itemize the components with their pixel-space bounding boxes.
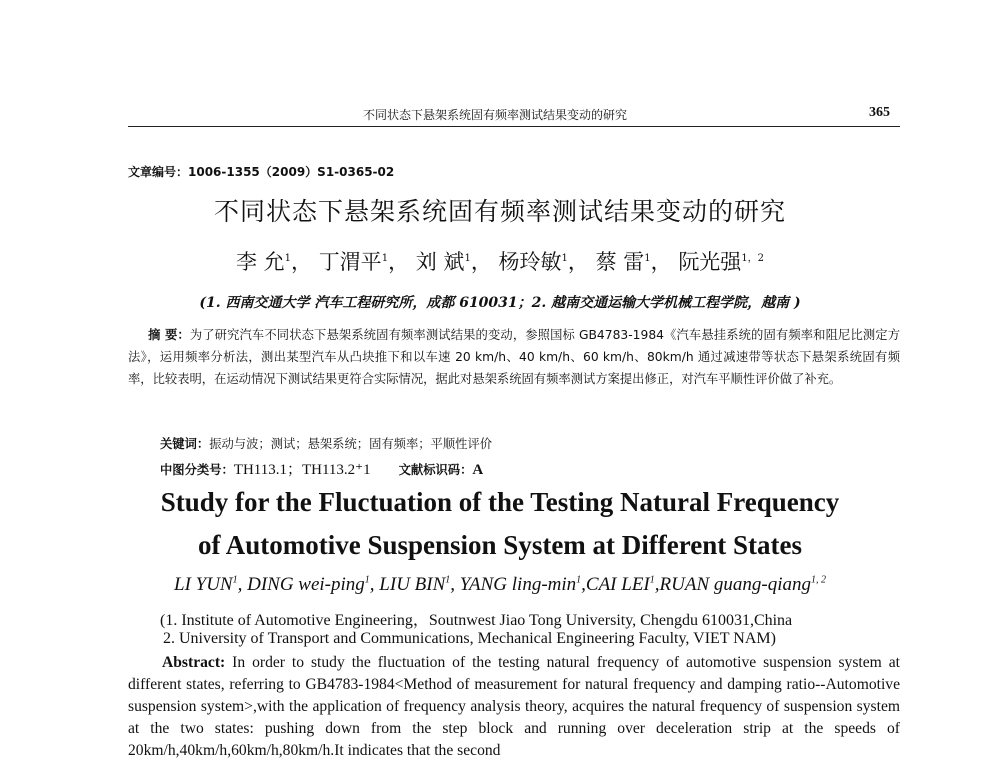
english-affiliation-line-2: 2. University of Transport and Communications, Mechanical Engineering Faculty, VIET NAM)	[163, 630, 776, 647]
chinese-abstract-text: 为了研究汽车不同状态下悬架系统固有频率测试结果的变动，参照国标 GB4783-1984《汽车悬挂系统的固有频率和阻尼比测定方法》，运用频率分析法，测出某型汽车从凸块推下和以车速 20 km/h、40 km/h、60 km/h、80km/h 通过减速带等状态下悬架系统固有频率，比较表明，在运动情况下测试结果更符合实际情况，据此对悬架系统固有频率测试方案提出修正，对汽车平顺性评价做了补充。	[128, 328, 901, 386]
doc-code-value: A	[472, 462, 484, 478]
chinese-authors	[0, 246, 1000, 276]
classification-line	[160, 458, 483, 479]
keywords-label: 关键词：	[160, 437, 210, 451]
page-number: 365	[869, 105, 890, 120]
english-abstract-text: In order to study the fluctuation of the testing natural frequency of automotive suspension system at different states, referring to GB4783-1984<Method of measurement for natural frequency and damping ratio--Automotive suspension system>,with the application of frequency analysis theory, acquires the natural frequency of suspension system at the two states: pushing down from the step block and running over deceleration strip at the speeds of 20km/h,40km/h,60km/h,80km/h.It indicates that the second	[128, 654, 900, 759]
running-title: 不同状态下悬架系统固有频率测试结果变动的研究	[363, 108, 628, 122]
chinese-abstract-label: 摘 要：	[148, 328, 190, 342]
en-author-2: DING wei-ping$^1$,	[247, 574, 380, 595]
author-2: 丁渭平$^1$，	[318, 250, 410, 274]
running-header	[128, 104, 900, 127]
keywords-text: 振动与波；测试；悬架系统；固有频率；平顺性评价	[209, 437, 493, 451]
doc-code-label: 文献标识码：	[398, 463, 473, 477]
english-abstract	[128, 652, 900, 762]
clc-label: 中图分类号：	[160, 463, 234, 477]
article-id: 文章编号：1006-1355（2009）S1-0365-02	[128, 165, 395, 179]
author-3: 刘 斌$^1$，	[415, 250, 492, 274]
author-4: 杨玲敏$^1$，	[498, 250, 589, 274]
chinese-abstract	[128, 324, 900, 390]
english-authors	[0, 574, 1000, 596]
author-5: 蔡 雷$^1$，	[595, 250, 672, 274]
chinese-affiliation: (1. 西南交通大学 汽车工程研究所，成都 610031；2. 越南交通运输大学机械工程学院，越南 )	[199, 295, 801, 311]
english-title-line-1: Study for the Fluctuation of the Testing Natural Frequency	[160, 487, 840, 517]
en-author-5: CAI LEI$^1$,	[585, 574, 660, 595]
english-title-line-2: of Automotive Suspension System at Different States	[198, 530, 802, 560]
author-6: 阮光强$^{1,2}$	[678, 250, 765, 274]
en-author-3: LIU BIN$^1$,	[379, 574, 460, 595]
en-author-4: YANG ling-$\min^1$,	[459, 574, 586, 595]
en-author-6: RUAN guang-qiang$^{1, 2}$	[659, 574, 826, 595]
english-affiliation-line-1: (1. Institute of Automotive Engineering，Soutnwest Jiao Tong University, Chengdu 610031,China	[160, 612, 793, 629]
english-abstract-label: Abstract:	[162, 654, 226, 671]
chinese-title: 不同状态下悬架系统固有频率测试结果变动的研究	[213, 197, 786, 226]
en-author-1: LI YUN$^1$,	[174, 574, 248, 595]
chinese-keywords	[160, 434, 492, 452]
clc-value: TH113.1；TH113.2⁺1	[233, 462, 371, 478]
author-1: 李 允$^1$，	[235, 250, 312, 274]
